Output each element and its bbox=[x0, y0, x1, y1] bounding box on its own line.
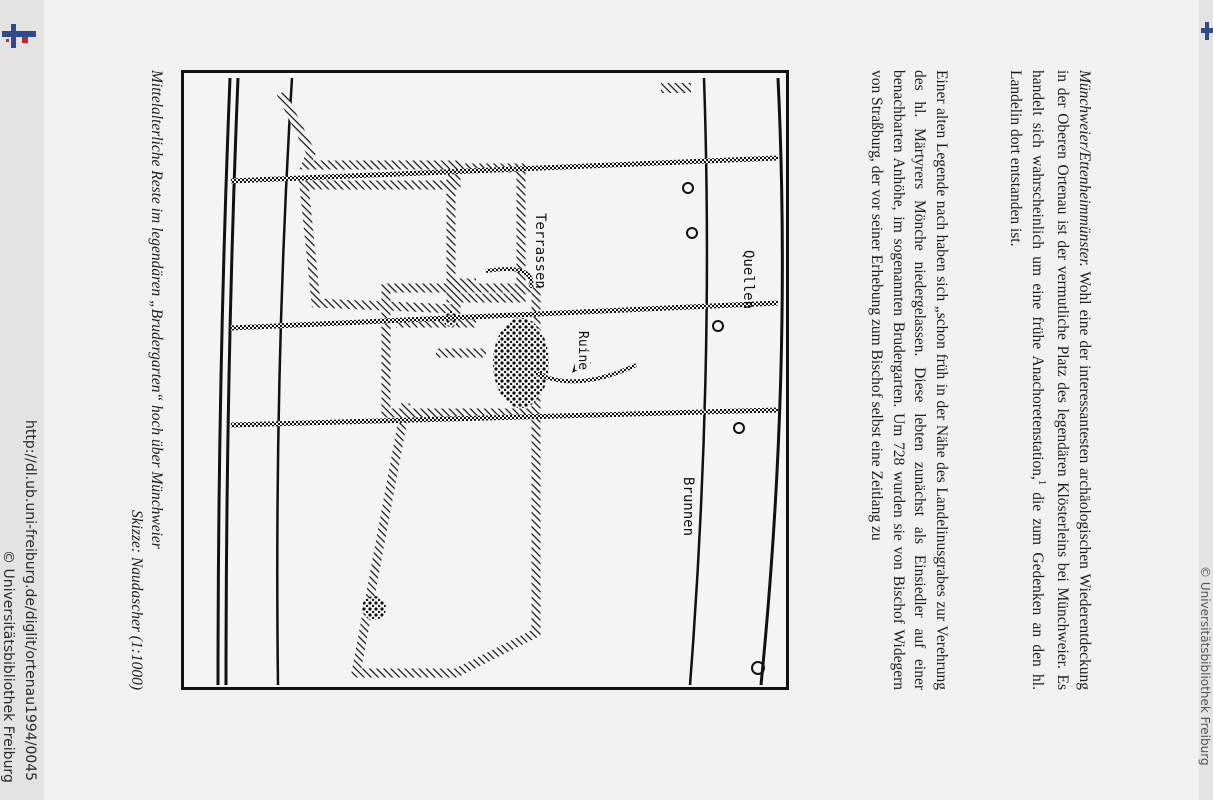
terrace-marker bbox=[661, 83, 691, 93]
ruin-stone bbox=[362, 596, 386, 620]
rotated-page-content bbox=[128, 70, 1095, 690]
ruin-rubble bbox=[493, 318, 549, 408]
path-line bbox=[761, 78, 782, 685]
page-url-watermark[interactable]: http://dl.ub.uni-freiburg.de/diglit/ortenau1994/0045 bbox=[22, 420, 38, 782]
figure-credit: Skizze: Naudascher (1:1000) bbox=[128, 510, 145, 690]
paragraph-text-tail: die zum Gedenken an den hl. Landelin dort entstanden ist. bbox=[1006, 70, 1046, 690]
university-library-logo-icon bbox=[2, 22, 36, 50]
path-line bbox=[690, 78, 707, 685]
map-label-ruine: Ruine bbox=[575, 331, 590, 371]
footnote-marker: 1 bbox=[1035, 479, 1047, 485]
map-label-quellen: Quellen bbox=[740, 250, 756, 310]
map-label-brunnen: Brunnen bbox=[680, 477, 696, 537]
site-sketch-figure bbox=[181, 70, 789, 690]
road-line bbox=[277, 78, 292, 685]
copyright-watermark-right: © Universitätsbibliothek Freiburg bbox=[1198, 566, 1212, 766]
paragraph-title: Münchweier/Ettenheimmünster. bbox=[1076, 70, 1093, 267]
site-sketch-drawing bbox=[184, 73, 786, 687]
paragraph-legend: Einer alten Legende nach haben sich „schon früh in der Nähe des Landelinusgrabes zur Verehrung des hl. Märtyrers Mönche niedergelassen. Diese lebten zunächst als Einsiedler auf einer benachbarten Anhöhe, im sogenannten Brudergarten. Um 728 wurden sie von Bischof Widegern von Straßburg, der vor seiner Erhebung zum Bischof selbst eine Zeitlang zu bbox=[867, 70, 950, 690]
map-label-terrassen: Terrassen bbox=[532, 213, 548, 289]
figure-caption: Mittelalterliche Reste im legendären „Brudergarten“ hoch über Münchweier bbox=[148, 70, 165, 549]
copyright-watermark-left: © Universitätsbibliothek Freiburg bbox=[0, 550, 16, 783]
university-library-logo-icon bbox=[1201, 20, 1213, 42]
paragraph-text: Wohl eine der interessantesten archäologischen Wiederentdeckung in der Oberen Ortenau ist der vermutliche Platz des legendären Klösterleins bei Münchweier. Es handelt sich wahrscheinlich um eine frühe Anachoretenstation, bbox=[1028, 70, 1093, 690]
terrace-wall bbox=[356, 403, 536, 673]
paragraph-muenchweier bbox=[1004, 70, 1095, 690]
